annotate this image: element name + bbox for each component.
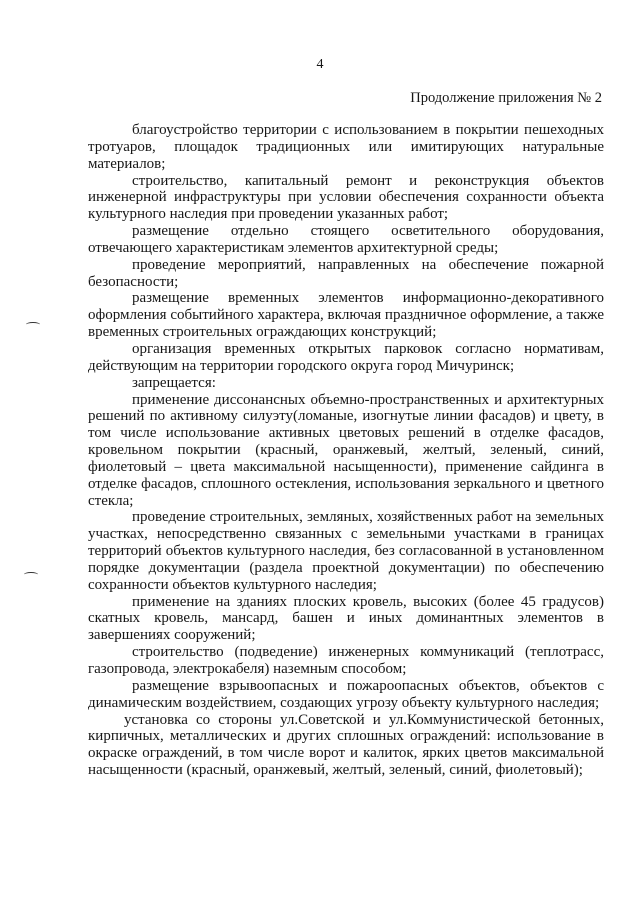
paragraph: строительство (подведение) инженерных коммуникаций (теплотрасс, газопровода, электрокабеля) наземным способом; [88, 644, 604, 677]
paragraph: строительство, капитальный ремонт и реконструкция объектов инженерной инфраструктуры при условии обеспечения сохранности объекта культурного наследия при проведении указанных работ; [88, 172, 604, 223]
paragraph: размещение временных элементов информационно-декоративного оформления событийного характера, включая праздничное оформление, а также временных строительных ограждающих конструкций; [88, 290, 604, 341]
appendix-continuation-label: Продолжение приложения № 2 [410, 90, 602, 106]
margin-mark [24, 572, 38, 577]
paragraph: размещение отдельно стоящего осветительного оборудования, отвечающего характеристикам элементов архитектурной среды; [88, 223, 604, 256]
paragraph: проведение мероприятий, направленных на обеспечение пожарной безопасности; [88, 256, 604, 290]
paragraph: благоустройство территории с использованием в покрытии пешеходных тротуаров, площадок традиционных или имитирующих натуральные материалов; [88, 122, 604, 172]
paragraph: размещение взрывоопасных и пожароопасных объектов, объектов с динамическим воздействием, создающих угрозу объекту культурного наследия; [88, 677, 604, 711]
paragraph: организация временных открытых парковок согласно нормативам, действующим на территории городского округа город Мичуринск; [88, 340, 604, 374]
paragraph: запрещается: [132, 374, 216, 391]
paragraph: установка со стороны ул.Советской и ул.Коммунистической бетонных, кирпичных, металлических и других сплошных ограждений: использование в окраске ограждений, в том числе ворот и калиток, ярких цветов максимальной насыщенности (красный, оранжевый, желтый, зеленый, синий, фиолетовый); [88, 711, 604, 779]
document-body [88, 122, 604, 779]
margin-mark [26, 322, 40, 327]
paragraph: применение на зданиях плоских кровель, высоких (более 45 градусов) скатных кровель, мансард, башен и иных доминантных элементов в завершениях сооружений; [88, 593, 604, 644]
paragraph: применение диссонансных объемно-пространственных и архитектурных решений по активному силуэту(ломаные, изогнутые линии фасадов) и цвету, в том числе использование активных цветовых решений в отделке фасадов, кровельном покрытии (красный, оранжевый, желтый, зеленый, синий, фиолетовый – цвета максимальной насыщенности), применение сайдинга в отделке фасадов, сплошного остекления, использования зеркального и цветного стекла; [88, 391, 604, 509]
paragraph: проведение строительных, земляных, хозяйственных работ на земельных участках, непосредственно связанных с земельными участками в границах территорий объектов культурного наследия, без согласованной в установленном порядке документации (раздела проектной документации) по обеспечению сохранности объектов культурного наследия; [88, 509, 604, 593]
page-number: 4 [316, 57, 324, 72]
